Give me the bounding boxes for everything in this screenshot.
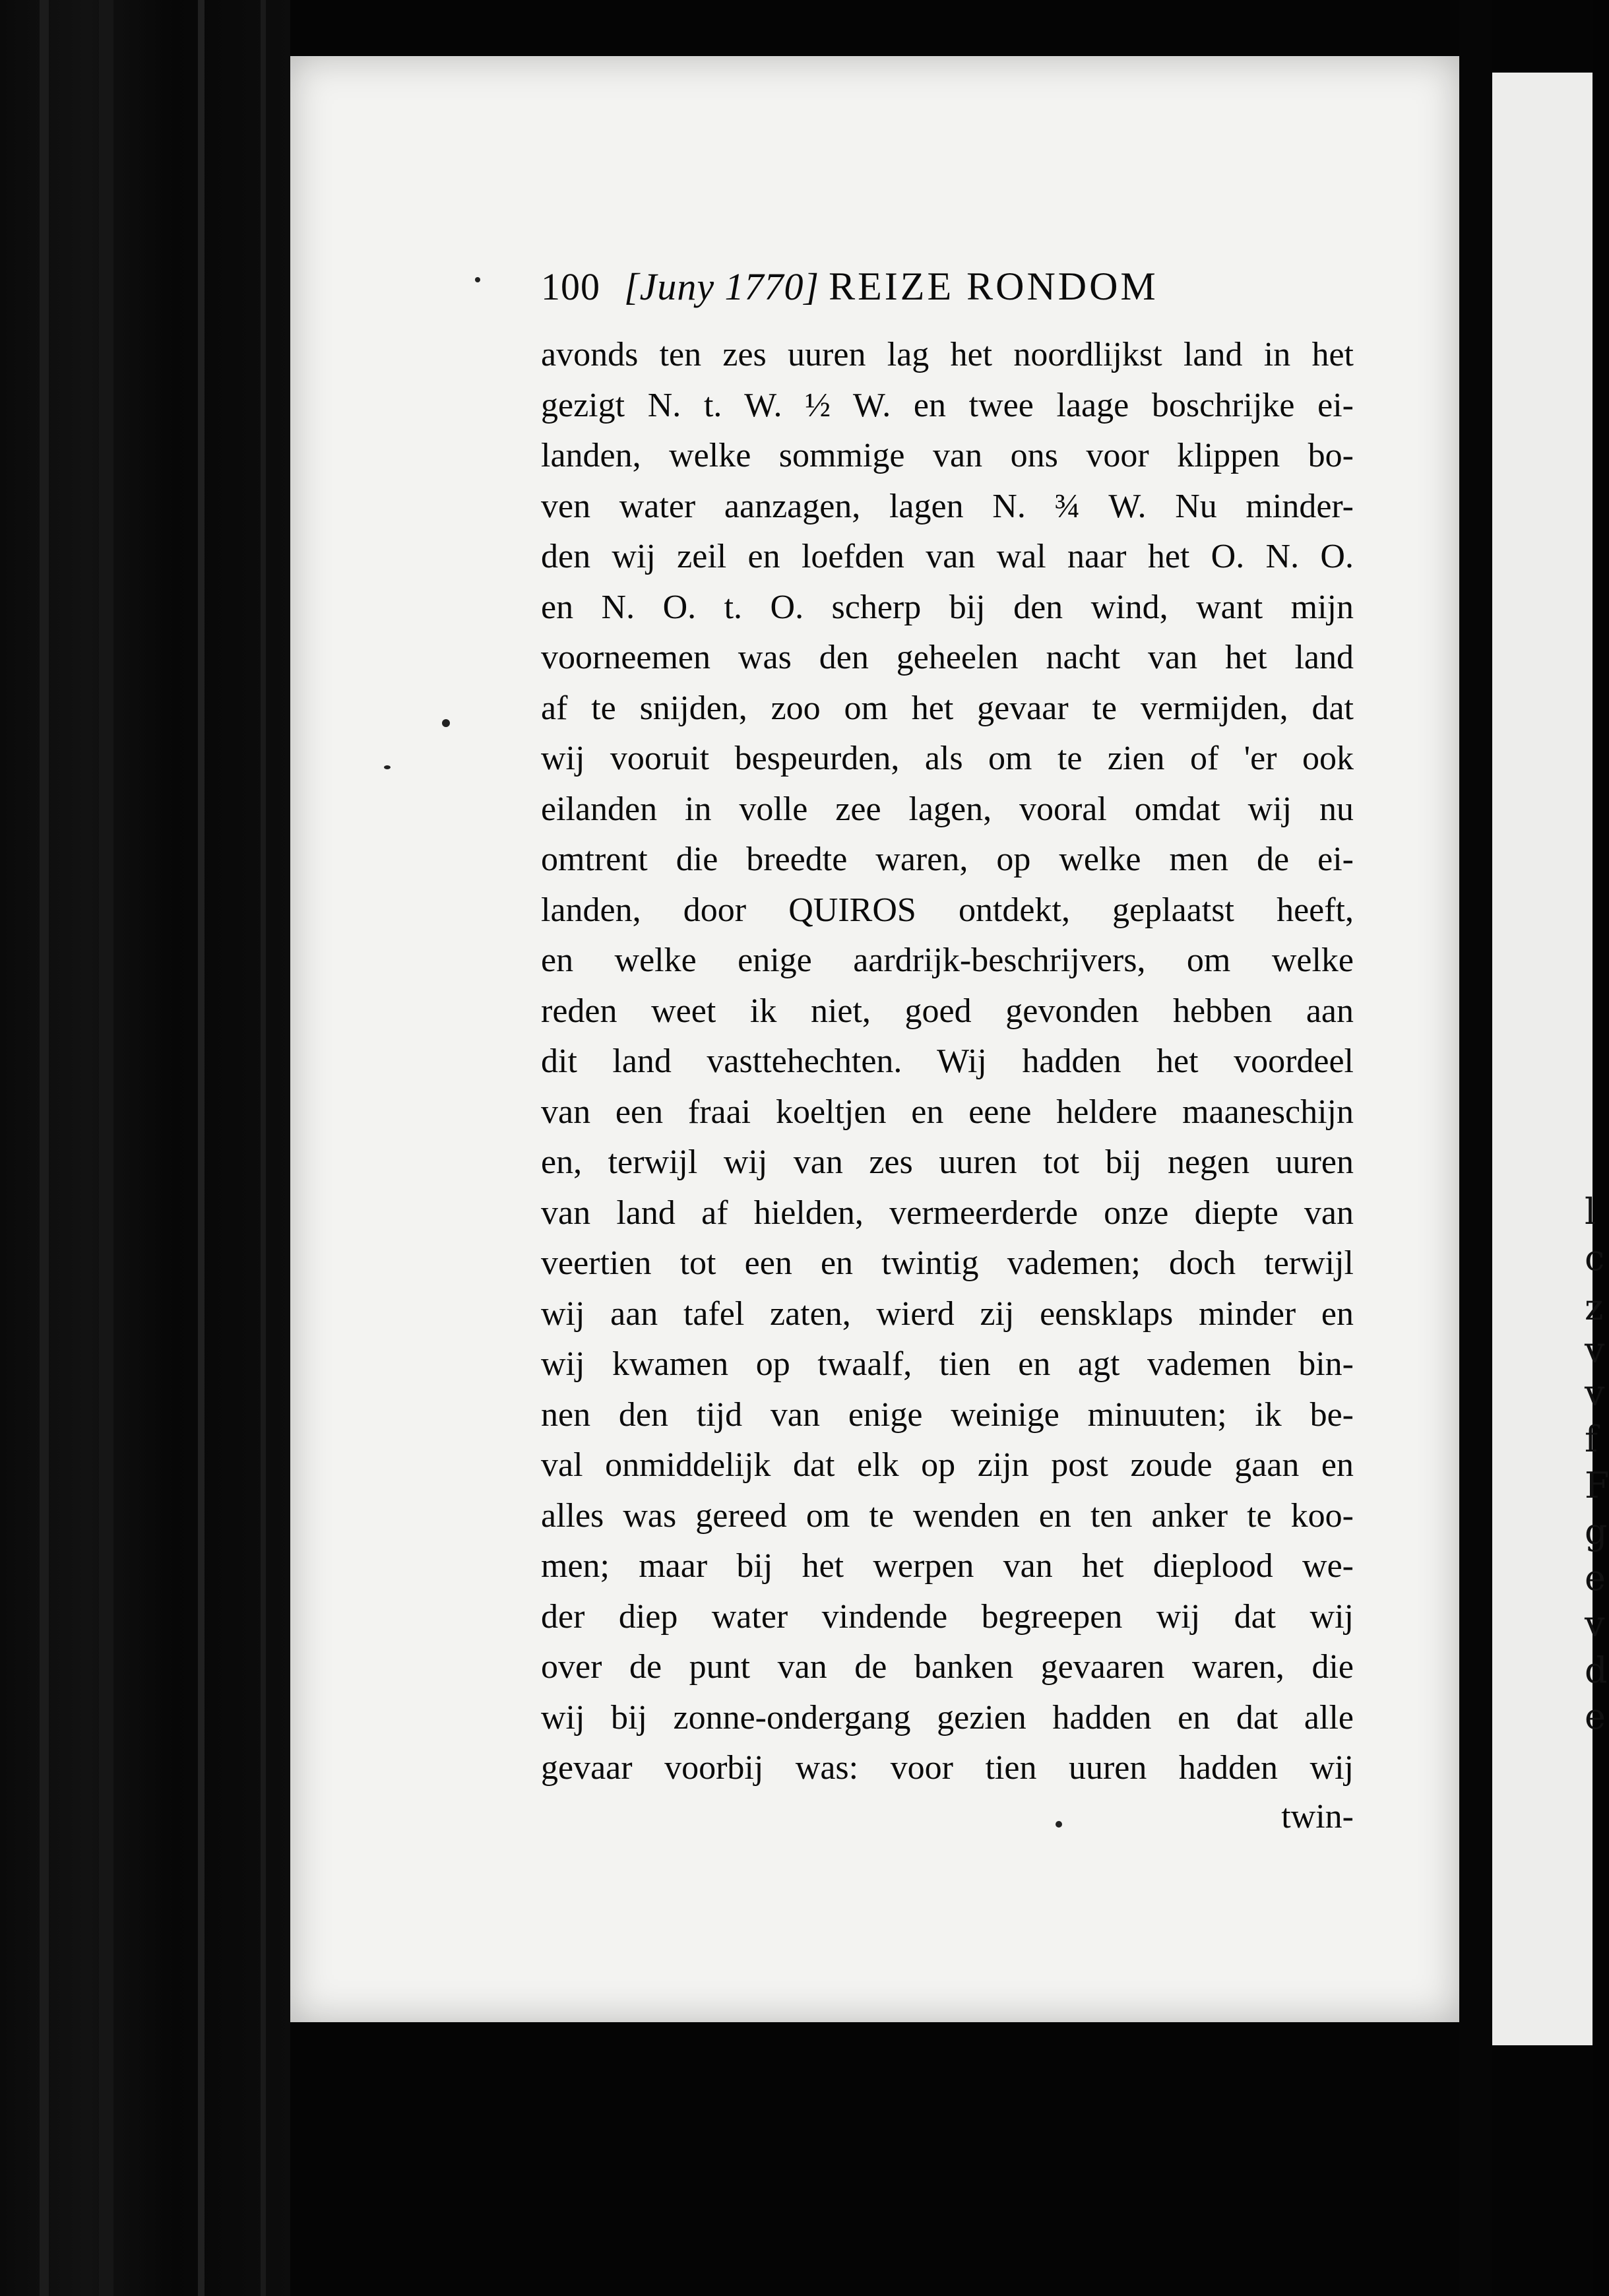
page-text-block	[541, 264, 1354, 1840]
running-head	[541, 264, 1354, 330]
text-line: men; maar bij het werpen van het dieplood we-	[541, 1547, 1354, 1585]
text-line: gezigt N. t. W. ½ W. en twee laage boschrijke ei-	[541, 386, 1354, 424]
text-line: avonds ten zes uuren lag het noordlijkst land in het	[541, 336, 1354, 373]
page-speck	[384, 765, 391, 769]
running-head-date: [Juny 1770]	[624, 265, 820, 308]
page-gutter	[1459, 0, 1492, 2296]
text-line: val onmiddelijk dat elk op zijn post zoude gaan en	[541, 1446, 1354, 1484]
binding-streak	[40, 0, 49, 2296]
text-line: eilanden in volle zee lagen, vooral omdat wij nu	[541, 790, 1354, 828]
edge-letter: F	[1585, 1465, 1609, 1506]
text-line: nen den tijd van enige weinige minuuten; ik be-	[541, 1395, 1354, 1434]
text-line: af te snijden, zoo om het gevaar te vermijden, dat	[541, 689, 1354, 727]
text-line: alles was gereed om te wenden en ten anker te koo-	[541, 1496, 1354, 1535]
text-line: landen, welke sommige van ons voor klippen bo-	[541, 437, 1354, 474]
body-text	[541, 330, 1354, 1794]
book-binding	[0, 0, 290, 2296]
text-line: en N. O. t. O. scherp bij den wind, want mijn	[541, 588, 1354, 626]
text-line: der diep water vindende begreepen wij dat wij	[541, 1597, 1354, 1636]
next-page-edge	[1492, 73, 1609, 2045]
edge-letter: e	[1585, 1696, 1606, 1737]
text-line: ven water aanzagen, lagen N. ¾ W. Nu minder-	[541, 487, 1354, 525]
text-line: dit land vasttehechten. Wij hadden het voordeel	[541, 1042, 1354, 1080]
edge-letter: f	[1585, 1419, 1598, 1460]
binding-streak	[198, 0, 205, 2296]
text-line: wij kwamen op twaalf, tien en agt vademen bin-	[541, 1345, 1354, 1383]
text-line: over de punt van de banken gevaaren waren, die	[541, 1648, 1354, 1686]
text-line: wij aan tafel zaten, wierd zij eensklaps minder en	[541, 1294, 1354, 1333]
edge-letter: l	[1585, 1191, 1596, 1232]
edge-letter: c	[1585, 1237, 1605, 1279]
page-speck	[442, 719, 450, 727]
text-line: van land af hielden, vermeerderde onze diepte van	[541, 1194, 1354, 1232]
text-line: den wij zeil en loefden van wal naar het O. N. O.	[541, 538, 1354, 575]
text-line: voorneemen was den geheelen nacht van het land	[541, 639, 1354, 676]
text-line: reden weet ik niet, goed gevonden hebben aan	[541, 992, 1354, 1030]
text-line: wij bij zonne-ondergang gezien hadden en dat alle	[541, 1698, 1354, 1737]
edge-letter: v	[1585, 1372, 1605, 1414]
edge-letter: z	[1585, 1287, 1604, 1328]
edge-letter: d	[1585, 1649, 1608, 1691]
edge-letter: g	[1585, 1511, 1608, 1552]
running-head-title: REIZE RONDOM	[829, 265, 1158, 308]
page-speck	[475, 277, 480, 282]
edge-letter: v	[1585, 1603, 1605, 1645]
text-line: wij vooruit bespeurden, als om te zien of 'er ook	[541, 740, 1354, 777]
text-line: van een fraai koeltjen en eene heldere maaneschijn	[541, 1093, 1354, 1131]
text-line: landen, door QUIROS ontdekt, geplaatst heeft,	[541, 891, 1354, 929]
text-line: omtrent die breedte waren, op welke men de ei-	[541, 841, 1354, 878]
edge-letter: v	[1585, 1329, 1605, 1371]
page-number: 100	[541, 265, 600, 308]
text-line: gevaar voorbij was: voor tien uuren hadden wij	[541, 1749, 1354, 1787]
text-line: en welke enige aardrijk-beschrijvers, om welke	[541, 941, 1354, 979]
binding-streak	[261, 0, 266, 2296]
binding-streak	[99, 0, 113, 2296]
catchword: twin-	[1281, 1797, 1354, 1835]
text-line: veertien tot een en twintig vademen; doch terwijl	[541, 1244, 1354, 1282]
text-line: en, terwijl wij van zes uuren tot bij negen uuren	[541, 1143, 1354, 1181]
edge-letter: e	[1585, 1557, 1606, 1599]
